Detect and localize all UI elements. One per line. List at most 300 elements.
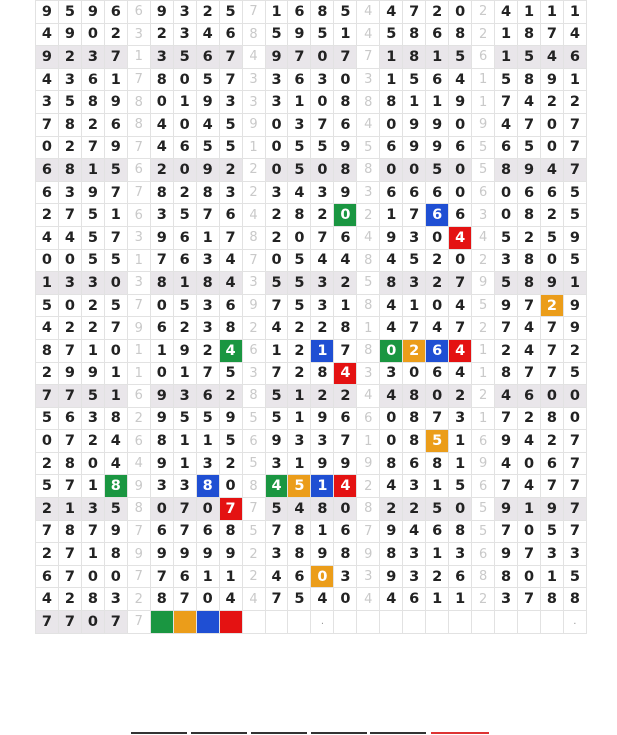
grid-cell[interactable]: 9	[219, 407, 242, 430]
grid-cell[interactable]: 4	[380, 317, 403, 340]
grid-cell[interactable]: 3	[150, 475, 173, 498]
grid-cell[interactable]: 0	[219, 475, 242, 498]
grid-cell[interactable]: 7	[449, 317, 472, 340]
grid-cell[interactable]: 1	[472, 68, 495, 91]
grid-cell[interactable]: 1	[265, 1, 288, 24]
grid-cell[interactable]: 5	[288, 588, 311, 611]
grid-cell[interactable]: 9	[127, 543, 150, 566]
grid-cell[interactable]	[357, 611, 380, 634]
grid-cell[interactable]: 2	[449, 385, 472, 408]
grid-cell[interactable]: 5	[426, 430, 449, 453]
grid-cell[interactable]: 1	[449, 430, 472, 453]
grid-cell[interactable]: 7	[127, 520, 150, 543]
grid-cell[interactable]: 7	[173, 498, 196, 521]
grid-cell[interactable]: 3	[311, 181, 334, 204]
grid-cell[interactable]: 5	[449, 475, 472, 498]
grid-cell[interactable]: 5	[449, 46, 472, 69]
grid-cell[interactable]: 0	[265, 249, 288, 272]
grid-cell[interactable]: 5	[173, 204, 196, 227]
grid-cell[interactable]: 5	[288, 249, 311, 272]
grid-cell[interactable]: 5	[288, 136, 311, 159]
grid-cell[interactable]: 5	[242, 407, 265, 430]
grid-cell[interactable]: 3	[127, 272, 150, 295]
grid-cell[interactable]: 2	[81, 317, 104, 340]
grid-cell[interactable]: 8	[334, 317, 357, 340]
grid-cell[interactable]: 5	[104, 159, 127, 182]
grid-cell[interactable]: 7	[518, 113, 541, 136]
grid-cell[interactable]: 0	[81, 452, 104, 475]
grid-cell[interactable]: 7	[104, 46, 127, 69]
grid-cell[interactable]: 9	[127, 317, 150, 340]
grid-cell[interactable]: 9	[150, 1, 173, 24]
grid-cell[interactable]: 5	[472, 520, 495, 543]
grid-cell[interactable]: 2	[426, 565, 449, 588]
grid-cell[interactable]: 9	[58, 23, 81, 46]
grid-cell[interactable]: 4	[334, 249, 357, 272]
grid-cell[interactable]: 5	[196, 68, 219, 91]
grid-cell[interactable]: 9	[380, 520, 403, 543]
grid-cell[interactable]: 9	[127, 475, 150, 498]
grid-cell[interactable]: 6	[540, 181, 563, 204]
grid-cell[interactable]: 2	[127, 407, 150, 430]
grid-cell[interactable]: 4	[380, 475, 403, 498]
grid-cell[interactable]: 8	[540, 588, 563, 611]
grid-cell[interactable]: 8	[150, 272, 173, 295]
grid-cell[interactable]: 5	[81, 226, 104, 249]
grid-cell[interactable]: 5	[472, 294, 495, 317]
grid-cell[interactable]: 4	[265, 317, 288, 340]
grid-cell[interactable]: 3	[265, 181, 288, 204]
tab-2[interactable]	[191, 732, 247, 734]
grid-cell[interactable]: 8	[242, 385, 265, 408]
grid-cell[interactable]: 0	[449, 498, 472, 521]
grid-cell[interactable]: 9	[495, 543, 518, 566]
grid-cell[interactable]: 6	[334, 226, 357, 249]
grid-cell[interactable]: 7	[173, 588, 196, 611]
grid-cell[interactable]: 5	[219, 362, 242, 385]
grid-cell[interactable]: 0	[403, 362, 426, 385]
grid-cell[interactable]: 4	[104, 430, 127, 453]
grid-cell[interactable]: 0	[150, 294, 173, 317]
grid-cell[interactable]: 3	[58, 181, 81, 204]
grid-cell[interactable]: 0	[380, 430, 403, 453]
grid-cell[interactable]: 3	[196, 294, 219, 317]
grid-cell[interactable]	[242, 611, 265, 634]
grid-cell[interactable]: 8	[150, 68, 173, 91]
grid-cell[interactable]: 1	[288, 452, 311, 475]
grid-cell[interactable]: 5	[265, 407, 288, 430]
grid-cell[interactable]: 1	[311, 339, 334, 362]
grid-cell[interactable]: 0	[495, 204, 518, 227]
grid-cell[interactable]: 7	[104, 317, 127, 340]
grid-cell[interactable]: 2	[36, 362, 59, 385]
grid-cell[interactable]: 6	[449, 565, 472, 588]
grid-cell[interactable]	[495, 611, 518, 634]
grid-cell[interactable]: 5	[36, 475, 59, 498]
grid-cell[interactable]: 2	[357, 204, 380, 227]
grid-cell[interactable]: 3	[196, 249, 219, 272]
grid-cell[interactable]: 5	[173, 407, 196, 430]
grid-cell[interactable]: 9	[196, 543, 219, 566]
grid-cell[interactable]: 5	[495, 68, 518, 91]
grid-cell[interactable]: 4	[357, 1, 380, 24]
grid-cell[interactable]: 9	[403, 113, 426, 136]
grid-cell[interactable]: 2	[540, 430, 563, 453]
grid-cell[interactable]: 0	[196, 498, 219, 521]
grid-cell[interactable]: 9	[311, 452, 334, 475]
grid-cell[interactable]: 1	[196, 430, 219, 453]
grid-cell[interactable]: 0	[563, 407, 586, 430]
grid-cell[interactable]: 3	[495, 249, 518, 272]
grid-cell[interactable]: 2	[196, 339, 219, 362]
grid-cell[interactable]	[288, 611, 311, 634]
grid-cell[interactable]: 6	[219, 23, 242, 46]
grid-cell[interactable]: 9	[150, 385, 173, 408]
grid-cell[interactable]: 7	[58, 385, 81, 408]
grid-cell[interactable]: .	[311, 611, 334, 634]
grid-cell[interactable]: 7	[219, 46, 242, 69]
grid-cell[interactable]: 2	[403, 339, 426, 362]
grid-cell[interactable]: 6	[426, 68, 449, 91]
grid-cell[interactable]: 8	[150, 430, 173, 453]
grid-cell[interactable]	[472, 611, 495, 634]
grid-cell[interactable]: 8	[104, 543, 127, 566]
grid-cell[interactable]: 3	[242, 272, 265, 295]
grid-cell[interactable]: 4	[242, 204, 265, 227]
grid-cell[interactable]: 9	[472, 272, 495, 295]
grid-cell[interactable]: 4	[449, 294, 472, 317]
grid-cell[interactable]: 4	[495, 452, 518, 475]
grid-cell[interactable]: 4	[380, 385, 403, 408]
grid-cell[interactable]: 0	[173, 68, 196, 91]
grid-cell[interactable]: 4	[150, 136, 173, 159]
grid-cell[interactable]: 6	[288, 68, 311, 91]
tab-1[interactable]	[131, 732, 187, 734]
grid-cell[interactable]: 7	[449, 272, 472, 295]
grid-cell[interactable]: 0	[288, 226, 311, 249]
grid-cell[interactable]: 0	[334, 204, 357, 227]
grid-cell[interactable]: 4	[357, 113, 380, 136]
grid-cell[interactable]: 6	[104, 113, 127, 136]
grid-cell[interactable]: 4	[495, 1, 518, 24]
grid-cell[interactable]: 4	[196, 113, 219, 136]
grid-cell[interactable]: 3	[403, 226, 426, 249]
grid-cell[interactable]: 0	[540, 249, 563, 272]
grid-cell[interactable]: 1	[426, 475, 449, 498]
grid-cell[interactable]: 3	[150, 204, 173, 227]
grid-cell[interactable]: 2	[357, 475, 380, 498]
grid-cell[interactable]: 2	[472, 317, 495, 340]
grid-cell[interactable]: 4	[242, 46, 265, 69]
grid-cell[interactable]: 3	[265, 68, 288, 91]
grid-cell[interactable]: 4	[472, 226, 495, 249]
grid-cell[interactable]: 6	[127, 1, 150, 24]
grid-cell[interactable]: 7	[104, 226, 127, 249]
grid-cell[interactable]: 8	[288, 543, 311, 566]
grid-cell[interactable]	[380, 611, 403, 634]
grid-cell[interactable]: 5	[81, 249, 104, 272]
grid-cell[interactable]: 0	[334, 498, 357, 521]
grid-cell[interactable]: 4	[518, 475, 541, 498]
grid-cell[interactable]: 6	[36, 159, 59, 182]
grid-cell[interactable]: 4	[36, 23, 59, 46]
grid-cell[interactable]: 1	[426, 46, 449, 69]
grid-cell[interactable]: 5	[495, 226, 518, 249]
grid-cell[interactable]: 8	[380, 91, 403, 114]
grid-cell[interactable]: 4	[449, 339, 472, 362]
grid-cell[interactable]: 6	[472, 181, 495, 204]
grid-cell[interactable]: 8	[403, 385, 426, 408]
grid-cell[interactable]: 8	[518, 272, 541, 295]
grid-cell[interactable]: 7	[219, 68, 242, 91]
grid-cell[interactable]: 2	[81, 113, 104, 136]
grid-cell[interactable]: 8	[311, 498, 334, 521]
grid-cell[interactable]: 1	[81, 475, 104, 498]
grid-cell[interactable]: 4	[36, 226, 59, 249]
grid-cell[interactable]: 2	[196, 1, 219, 24]
grid-cell[interactable]: 1	[104, 385, 127, 408]
grid-cell[interactable]	[334, 611, 357, 634]
grid-cell[interactable]: 0	[540, 385, 563, 408]
grid-cell[interactable]: 4	[265, 475, 288, 498]
grid-cell[interactable]: 9	[403, 136, 426, 159]
grid-cell[interactable]: 2	[472, 1, 495, 24]
grid-cell[interactable]: 1	[472, 407, 495, 430]
grid-cell[interactable]: 1	[173, 430, 196, 453]
grid-cell[interactable]: 1	[495, 46, 518, 69]
grid-cell[interactable]: 7	[563, 136, 586, 159]
grid-cell[interactable]: 0	[426, 226, 449, 249]
grid-cell[interactable]: 6	[403, 588, 426, 611]
grid-cell[interactable]: 8	[288, 204, 311, 227]
grid-cell[interactable]: 3	[173, 385, 196, 408]
grid-cell[interactable]: 6	[173, 565, 196, 588]
grid-cell[interactable]: 3	[242, 68, 265, 91]
grid-cell[interactable]: 3	[311, 294, 334, 317]
grid-cell[interactable]: 6	[196, 385, 219, 408]
grid-cell[interactable]: 8	[242, 475, 265, 498]
grid-cell[interactable]: 7	[334, 46, 357, 69]
grid-cell[interactable]: 3	[81, 272, 104, 295]
grid-cell[interactable]: 2	[127, 588, 150, 611]
grid-cell[interactable]: 0	[196, 588, 219, 611]
grid-cell[interactable]: 8	[357, 91, 380, 114]
grid-cell[interactable]: 5	[173, 46, 196, 69]
grid-cell[interactable]: 7	[495, 317, 518, 340]
grid-cell[interactable]: 6	[495, 136, 518, 159]
grid-cell[interactable]: 0	[81, 565, 104, 588]
grid-cell[interactable]: 7	[127, 136, 150, 159]
grid-cell[interactable]: 5	[36, 407, 59, 430]
grid-cell[interactable]: 4	[219, 339, 242, 362]
grid-cell[interactable]: 8	[81, 91, 104, 114]
grid-cell[interactable]: 1	[104, 204, 127, 227]
grid-cell[interactable]: 6	[540, 452, 563, 475]
grid-cell[interactable]: 2	[518, 226, 541, 249]
grid-cell[interactable]: 5	[173, 294, 196, 317]
grid-cell[interactable]: 8	[196, 272, 219, 295]
grid-cell[interactable]: 6	[127, 385, 150, 408]
grid-cell[interactable]: 5	[403, 249, 426, 272]
grid-cell[interactable]: 8	[334, 543, 357, 566]
grid-cell[interactable]: 1	[127, 249, 150, 272]
grid-cell[interactable]: 5	[563, 362, 586, 385]
grid-cell[interactable]: 4	[426, 317, 449, 340]
grid-cell[interactable]	[426, 611, 449, 634]
grid-cell[interactable]: 7	[104, 611, 127, 634]
grid-cell[interactable]: 3	[403, 543, 426, 566]
grid-cell[interactable]: 6	[196, 46, 219, 69]
grid-cell[interactable]: 2	[472, 249, 495, 272]
tab-3[interactable]	[251, 732, 307, 734]
grid-cell[interactable]: 1	[242, 136, 265, 159]
grid-cell[interactable]: 7	[242, 1, 265, 24]
grid-cell[interactable]: 1	[518, 1, 541, 24]
grid-cell[interactable]: 7	[58, 565, 81, 588]
grid-cell[interactable]: 3	[173, 23, 196, 46]
grid-cell[interactable]: 4	[380, 294, 403, 317]
grid-cell[interactable]: 7	[127, 611, 150, 634]
grid-cell[interactable]: 4	[127, 452, 150, 475]
grid-cell[interactable]: 0	[311, 159, 334, 182]
grid-cell[interactable]: 6	[426, 339, 449, 362]
grid-cell[interactable]: 9	[36, 46, 59, 69]
grid-cell[interactable]: 9	[219, 543, 242, 566]
grid-cell[interactable]: 3	[403, 272, 426, 295]
grid-cell[interactable]: 6	[403, 181, 426, 204]
grid-cell[interactable]: 2	[403, 498, 426, 521]
grid-cell[interactable]: 7	[426, 407, 449, 430]
grid-cell[interactable]: 9	[311, 407, 334, 430]
grid-cell[interactable]: 4	[265, 565, 288, 588]
grid-cell[interactable]: 0	[334, 588, 357, 611]
grid-cell[interactable]: 0	[36, 430, 59, 453]
grid-cell[interactable]: 6	[380, 181, 403, 204]
grid-cell[interactable]: 3	[311, 68, 334, 91]
grid-cell[interactable]: 9	[449, 91, 472, 114]
grid-cell[interactable]: 2	[288, 362, 311, 385]
grid-cell[interactable]: 5	[265, 23, 288, 46]
grid-cell[interactable]: 1	[334, 23, 357, 46]
grid-cell[interactable]	[518, 611, 541, 634]
grid-cell[interactable]: 7	[265, 294, 288, 317]
grid-cell[interactable]: 0	[150, 362, 173, 385]
grid-cell[interactable]: 5	[219, 136, 242, 159]
grid-cell[interactable]: 4	[380, 588, 403, 611]
grid-cell[interactable]: 1	[81, 543, 104, 566]
grid-cell[interactable]: 4	[449, 362, 472, 385]
grid-cell[interactable]: 3	[127, 226, 150, 249]
grid-cell[interactable]: 4	[104, 452, 127, 475]
grid-cell[interactable]: 1	[127, 362, 150, 385]
grid-cell[interactable]: 5	[288, 294, 311, 317]
grid-cell[interactable]: 4	[219, 272, 242, 295]
grid-cell[interactable]: 7	[518, 543, 541, 566]
grid-cell[interactable]: 6	[150, 520, 173, 543]
grid-cell[interactable]: 5	[403, 68, 426, 91]
grid-cell[interactable]: 9	[311, 543, 334, 566]
grid-cell[interactable]: 0	[495, 181, 518, 204]
grid-cell[interactable]: 7	[540, 475, 563, 498]
grid-cell[interactable]: 8	[449, 520, 472, 543]
grid-cell[interactable]: 1	[173, 272, 196, 295]
grid-cell[interactable]: 7	[540, 339, 563, 362]
grid-cell[interactable]: 1	[563, 1, 586, 24]
grid-cell[interactable]: 4	[36, 588, 59, 611]
grid-cell[interactable]: 8	[58, 159, 81, 182]
grid-cell[interactable]: 3	[81, 407, 104, 430]
grid-cell[interactable]: 8	[311, 1, 334, 24]
grid-cell[interactable]: 3	[127, 23, 150, 46]
grid-cell[interactable]: 0	[311, 91, 334, 114]
grid-cell[interactable]: 4	[563, 23, 586, 46]
grid-cell[interactable]: 6	[81, 68, 104, 91]
grid-cell[interactable]: 1	[403, 91, 426, 114]
grid-cell[interactable]: 2	[81, 294, 104, 317]
grid-cell[interactable]: 8	[518, 204, 541, 227]
grid-cell[interactable]: 4	[36, 317, 59, 340]
grid-cell[interactable]: 6	[127, 430, 150, 453]
grid-cell[interactable]: 9	[472, 113, 495, 136]
grid-cell[interactable]: 1	[540, 1, 563, 24]
grid-cell[interactable]: 0	[173, 113, 196, 136]
grid-cell[interactable]: 0	[449, 1, 472, 24]
grid-cell[interactable]: 0	[540, 113, 563, 136]
tab-6[interactable]	[431, 732, 489, 734]
grid-cell[interactable]: 3	[357, 181, 380, 204]
grid-cell[interactable]: 4	[495, 385, 518, 408]
grid-cell[interactable]: 4	[242, 588, 265, 611]
grid-cell[interactable]: 0	[265, 159, 288, 182]
grid-cell[interactable]: 6	[173, 249, 196, 272]
grid-cell[interactable]: 3	[334, 565, 357, 588]
grid-cell[interactable]: 2	[563, 91, 586, 114]
grid-cell[interactable]: 5	[540, 520, 563, 543]
grid-cell[interactable]: 6	[426, 204, 449, 227]
grid-cell[interactable]: 3	[219, 181, 242, 204]
grid-cell[interactable]: 9	[518, 159, 541, 182]
grid-cell[interactable]: 3	[403, 475, 426, 498]
grid-cell[interactable]: 2	[334, 385, 357, 408]
grid-cell[interactable]: 5	[58, 91, 81, 114]
grid-cell[interactable]: 5	[196, 407, 219, 430]
grid-cell[interactable]: 7	[288, 46, 311, 69]
grid-cell[interactable]: 4	[288, 181, 311, 204]
grid-cell[interactable]: 8	[36, 339, 59, 362]
grid-cell[interactable]: 2	[242, 159, 265, 182]
grid-cell[interactable]: 6	[58, 407, 81, 430]
grid-cell[interactable]: 1	[127, 46, 150, 69]
grid-cell[interactable]: 1	[104, 362, 127, 385]
grid-cell[interactable]: 6	[127, 159, 150, 182]
grid-cell[interactable]: 4	[495, 113, 518, 136]
grid-cell[interactable]: 1	[150, 339, 173, 362]
grid-cell[interactable]: 2	[219, 452, 242, 475]
grid-cell[interactable]: 4	[449, 226, 472, 249]
grid-cell[interactable]: 6	[472, 46, 495, 69]
grid-cell[interactable]: 8	[380, 543, 403, 566]
grid-cell[interactable]: 7	[403, 317, 426, 340]
grid-cell[interactable]: 7	[150, 249, 173, 272]
grid-cell[interactable]: 2	[242, 565, 265, 588]
grid-cell[interactable]: 6	[288, 565, 311, 588]
grid-cell[interactable]: 6	[104, 1, 127, 24]
grid-cell[interactable]: 9	[150, 543, 173, 566]
grid-cell[interactable]: 6	[472, 430, 495, 453]
grid-cell[interactable]: 8	[357, 294, 380, 317]
grid-cell[interactable]: 8	[219, 317, 242, 340]
grid-cell[interactable]: 8	[563, 588, 586, 611]
